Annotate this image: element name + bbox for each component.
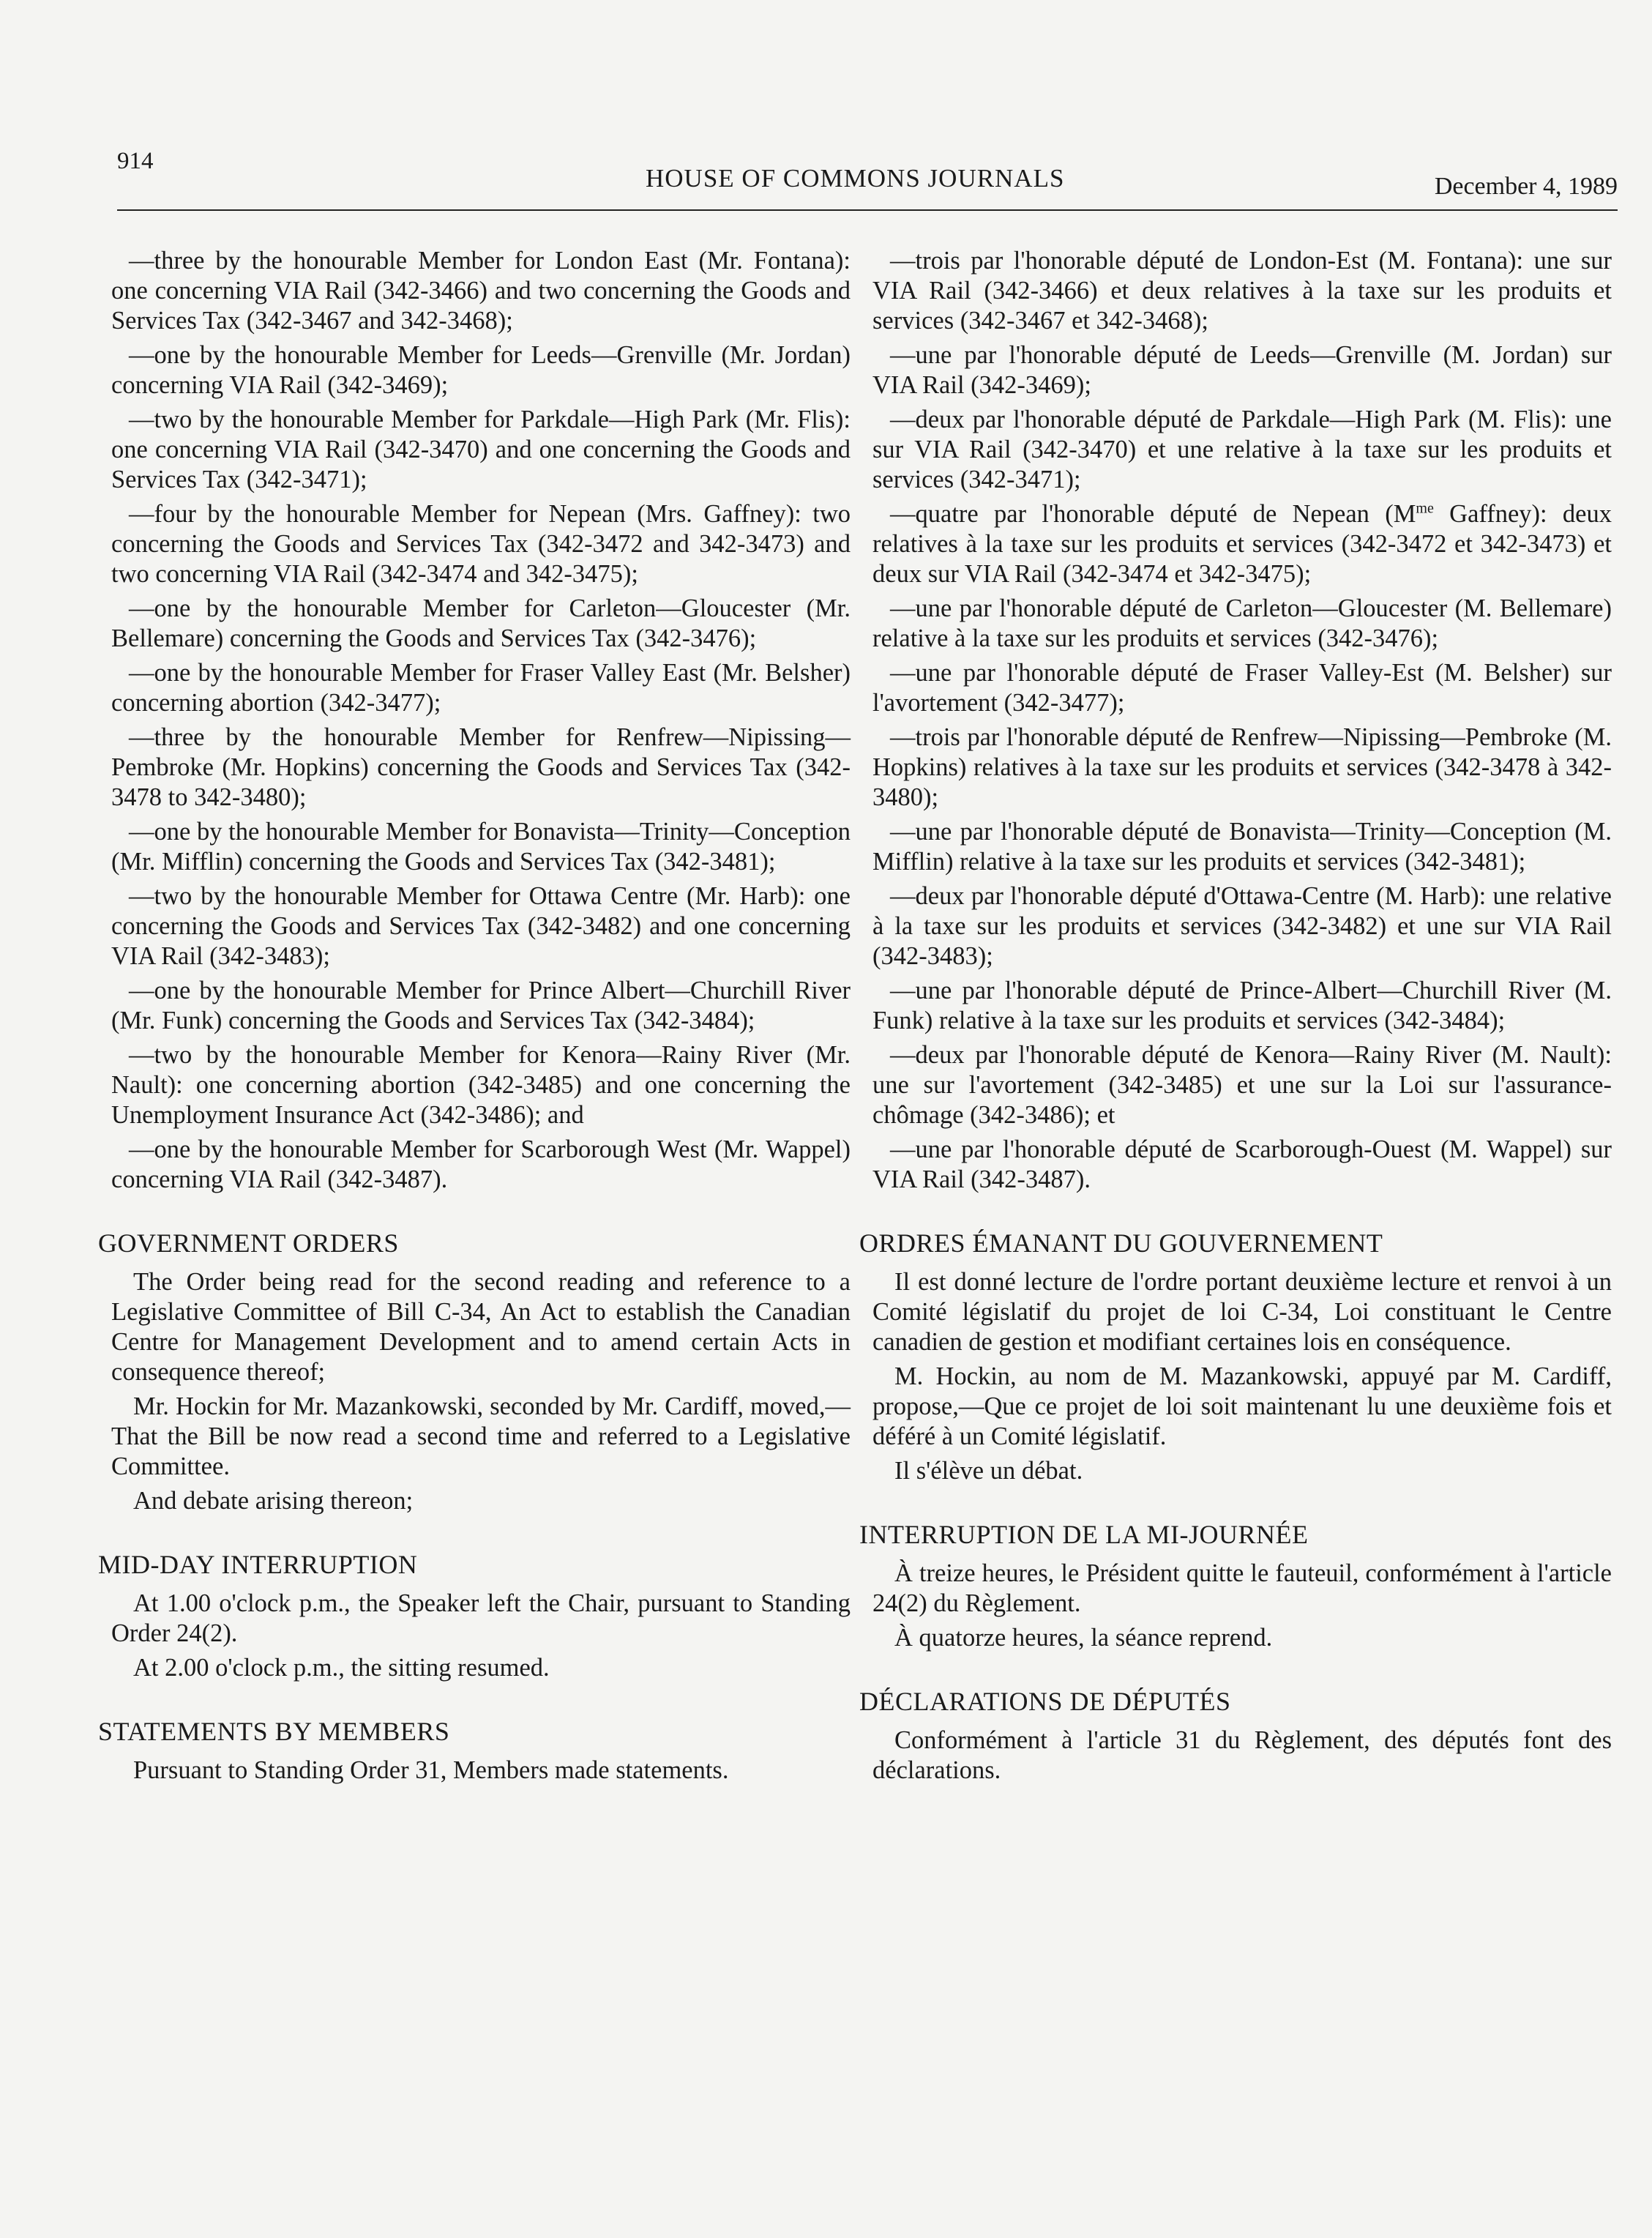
- header-rule: [117, 209, 1618, 211]
- petition-item: —three by the honourable Member for Renfrew—Nipissing—Pembroke (Mr. Hopkins) concerning the Goods and Services Tax (342-3478 to 342-3480);: [111, 723, 851, 811]
- page-number: 914: [117, 148, 154, 174]
- paragraph: À treize heures, le Président quitte le fauteuil, conformément à l'article 24(2) du Règlement.: [872, 1559, 1612, 1617]
- nepean-text-end: Gaffney): deux relatives à la taxe sur les produits et services (342-3472 et 342-3473) et deux sur VIA Rail (342-3474 et 342-3475);: [872, 500, 1612, 588]
- page-header: [117, 143, 1618, 217]
- french-column: [859, 246, 1612, 1790]
- journal-date: December 4, 1989: [1434, 173, 1618, 200]
- petition-item: —two by the honourable Member for Ottawa Centre (Mr. Harb): one concerning the Goods and Services Tax (342-3482) and one concerning VIA Rail (342-3483);: [111, 882, 851, 970]
- petition-item: —one by the honourable Member for Carleton—Gloucester (Mr. Bellemare) concerning the Goods and Services Tax (342-3476);: [111, 594, 851, 652]
- petition-item: [872, 499, 1612, 589]
- journal-title: HOUSE OF COMMONS JOURNALS: [646, 164, 1065, 193]
- petition-item: —deux par l'honorable député de Parkdale—High Park (M. Flis): une sur VIA Rail (342-3470) et une relative à la taxe sur les produits et services (342-3471);: [872, 406, 1612, 493]
- petition-item: —two by the honourable Member for Kenora—Rainy River (Mr. Nault): one concerning abortion (342-3485) and one concerning the Unemployment Insurance Act (342-3486); and: [111, 1041, 851, 1129]
- nepean-text-start: —quatre par l'honorable député de Nepean (M: [890, 500, 1416, 528]
- paragraph: The Order being read for the second reading and reference to a Legislative Committee of Bill C-34, An Act to establish the Canadian Centre for Management Development and to amend certain Acts in consequence thereof;: [111, 1268, 851, 1386]
- petition-item: —four by the honourable Member for Nepean (Mrs. Gaffney): two concerning the Goods and Services Tax (342-3472 and 342-3473) and two concerning VIA Rail (342-3474 and 342-3475);: [111, 500, 851, 588]
- section-heading-statements: DÉCLARATIONS DE DÉPUTÉS: [859, 1687, 1231, 1716]
- petition-item: —one by the honourable Member for Fraser Valley East (Mr. Belsher) concerning abortion (342-3477);: [111, 659, 851, 717]
- paragraph: And debate arising thereon;: [133, 1487, 414, 1515]
- paragraph: M. Hockin, au nom de M. Mazankowski, appuyé par M. Cardiff, propose,—Que ce projet de loi soit maintenant lu une deuxième fois et déféré à un Comité législatif.: [872, 1362, 1612, 1450]
- petition-item: —deux par l'honorable député d'Ottawa-Centre (M. Harb): une relative à la taxe sur les produits et services (342-3482) et une sur VIA Rail (342-3483);: [872, 882, 1612, 970]
- petition-item: —une par l'honorable député de Carleton—Gloucester (M. Bellemare) relative à la taxe sur les produits et services (342-3476);: [872, 594, 1612, 652]
- section-heading-midday: INTERRUPTION DE LA MI-JOURNÉE: [859, 1520, 1309, 1549]
- petition-item: —one by the honourable Member for Prince Albert—Churchill River (Mr. Funk) concerning the Goods and Services Tax (342-3484);: [111, 977, 851, 1034]
- paragraph: Il est donné lecture de l'ordre portant deuxième lecture et renvoi à un Comité législatif du projet de loi C-34, Loi constituant le Centre canadien de gestion et modifiant certaines lois en conséquence.: [872, 1268, 1612, 1356]
- petition-item: —one by the honourable Member for Leeds—Grenville (Mr. Jordan) concerning VIA Rail (342-3469);: [111, 341, 851, 399]
- petition-item: —une par l'honorable député de Prince-Albert—Churchill River (M. Funk) relative à la taxe sur les produits et services (342-3484);: [872, 977, 1612, 1034]
- paragraph: Il s'élève un débat.: [894, 1457, 1083, 1485]
- paragraph: Mr. Hockin for Mr. Mazankowski, seconded by Mr. Cardiff, moved,—That the Bill be now read a second time and referred to a Legislative Committee.: [111, 1392, 851, 1480]
- petition-item: —trois par l'honorable député de London-Est (M. Fontana): une sur VIA Rail (342-3466) et deux relatives à la taxe sur les produits et services (342-3467 et 342-3468);: [872, 247, 1612, 335]
- petition-item: —une par l'honorable député de Leeds—Grenville (M. Jordan) sur VIA Rail (342-3469);: [872, 341, 1612, 399]
- paragraph: Pursuant to Standing Order 31, Members made statements.: [133, 1756, 729, 1784]
- english-column: [98, 246, 851, 1790]
- section-heading-government-orders: ORDRES ÉMANANT DU GOUVERNEMENT: [859, 1228, 1383, 1258]
- section-heading-government-orders: GOVERNMENT ORDERS: [98, 1228, 399, 1258]
- section-heading-statements: STATEMENTS BY MEMBERS: [98, 1717, 450, 1746]
- petition-item: —one by the honourable Member for Bonavista—Trinity—Conception (Mr. Mifflin) concerning the Goods and Services Tax (342-3481);: [111, 818, 851, 876]
- nepean-superscript: me: [1416, 500, 1434, 517]
- paragraph: À quatorze heures, la séance reprend.: [894, 1624, 1273, 1652]
- petition-item: —une par l'honorable député de Fraser Valley-Est (M. Belsher) sur l'avortement (342-3477);: [872, 659, 1612, 717]
- paragraph: At 1.00 o'clock p.m., the Speaker left the Chair, pursuant to Standing Order 24(2).: [111, 1589, 851, 1647]
- petition-item: —deux par l'honorable député de Kenora—Rainy River (M. Nault): une sur l'avortement (342-3485) et une sur la Loi sur l'assurance-chômage (342-3486); et: [872, 1041, 1612, 1129]
- petition-item: —one by the honourable Member for Scarborough West (Mr. Wappel) concerning VIA Rail (342-3487).: [111, 1135, 851, 1193]
- petition-item: —une par l'honorable député de Bonavista—Trinity—Conception (M. Mifflin) relative à la taxe sur les produits et services (342-3481);: [872, 818, 1612, 876]
- petition-item: —three by the honourable Member for London East (Mr. Fontana): one concerning VIA Rail (342-3466) and two concerning the Goods and Services Tax (342-3467 and 342-3468);: [111, 247, 851, 335]
- section-heading-midday: MID-DAY INTERRUPTION: [98, 1550, 418, 1579]
- petition-item: —two by the honourable Member for Parkdale—High Park (Mr. Flis): one concerning VIA Rail (342-3470) and one concerning the Goods and Services Tax (342-3471);: [111, 406, 851, 493]
- petition-item: —une par l'honorable député de Scarborough-Ouest (M. Wappel) sur VIA Rail (342-3487).: [872, 1135, 1612, 1193]
- paragraph: At 2.00 o'clock p.m., the sitting resumed.: [133, 1654, 550, 1682]
- paragraph: Conformément à l'article 31 du Règlement, des députés font des déclarations.: [872, 1726, 1612, 1784]
- petition-item: —trois par l'honorable député de Renfrew—Nipissing—Pembroke (M. Hopkins) relatives à la taxe sur les produits et services (342-3478 à 342-3480);: [872, 723, 1612, 811]
